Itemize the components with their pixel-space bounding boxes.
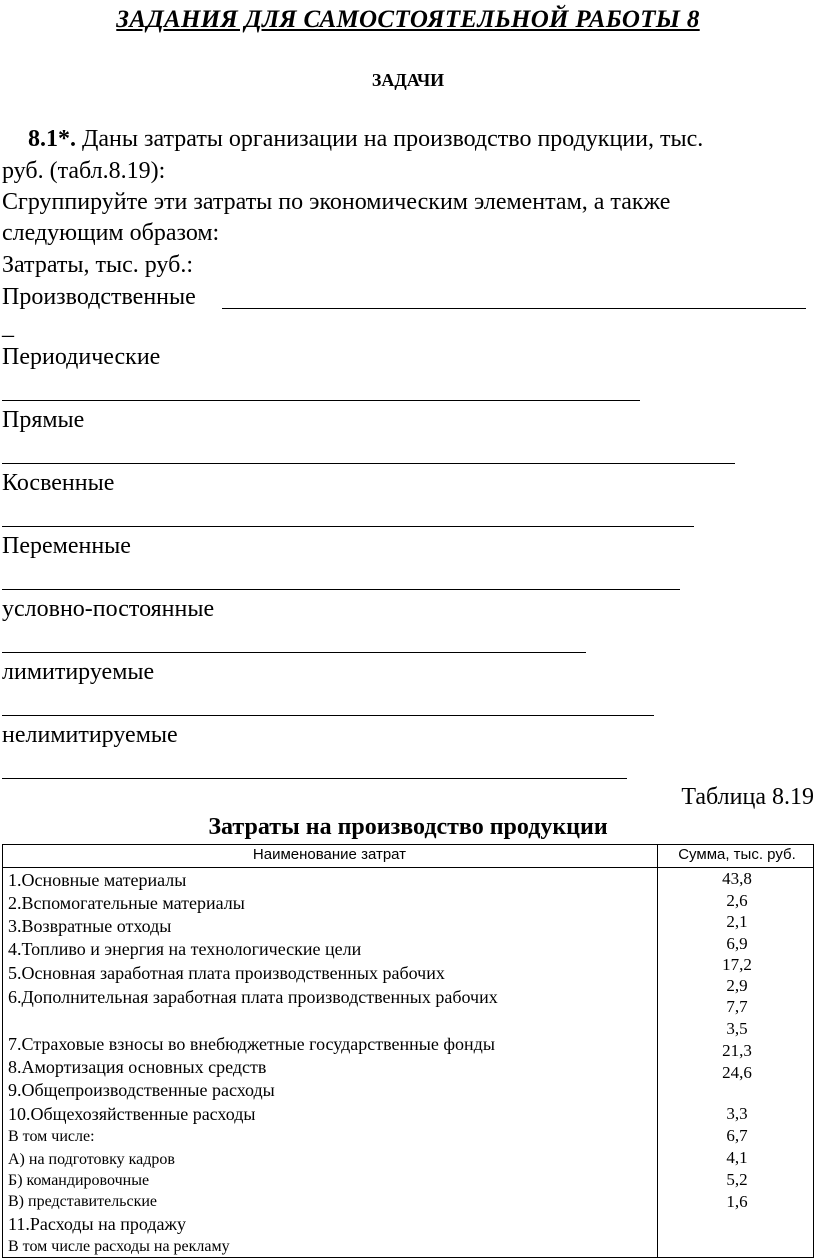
table-row-item: 5.Основная заработная плата производственных рабочих bbox=[8, 963, 445, 983]
table-row-item: 7.Страховые взносы во внебюджетные государственные фонды bbox=[8, 1034, 495, 1054]
table-caption: Таблица 8.19 bbox=[681, 784, 814, 810]
table-row-item: 10.Общехозяйственные расходы bbox=[8, 1104, 256, 1124]
section-subtitle: ЗАДАЧИ bbox=[371, 70, 445, 90]
task-intro-line bbox=[28, 124, 703, 154]
category-label-periodic: Периодические bbox=[2, 344, 161, 370]
table-value: 2,1 bbox=[726, 912, 748, 931]
table-row-item: Б) командировочные bbox=[8, 1172, 150, 1189]
table-row-item: 8.Амортизация основных средств bbox=[8, 1057, 267, 1077]
table-value: 7,7 bbox=[726, 997, 748, 1016]
table-value: 4,1 bbox=[726, 1148, 748, 1167]
table-value: 2,9 bbox=[726, 976, 748, 995]
table-row-item: 1.Основные материалы bbox=[8, 870, 187, 890]
category-label-semi-fixed: условно-постоянные bbox=[2, 596, 215, 622]
answer-line-indirect bbox=[2, 526, 694, 527]
answer-line-variable bbox=[2, 589, 680, 590]
table-row-item: В том числе: bbox=[8, 1128, 95, 1145]
answer-line-semi-fixed bbox=[2, 652, 586, 653]
table-value: 21,3 bbox=[722, 1041, 752, 1060]
category-label-direct: Прямые bbox=[2, 407, 85, 433]
category-label-continuation: _ bbox=[2, 314, 14, 340]
table-value: 43,8 bbox=[722, 869, 752, 888]
table-row-item: 2.Вспомогательные материалы bbox=[8, 893, 245, 913]
table-value: 6,7 bbox=[726, 1126, 748, 1145]
task-number: 8.1*. bbox=[28, 126, 76, 152]
table-value: 24,6 bbox=[722, 1063, 752, 1082]
table-value: 3,5 bbox=[726, 1019, 748, 1038]
table-row-item: А) на подготовку кадров bbox=[8, 1151, 175, 1168]
table-value: 6,9 bbox=[726, 934, 748, 953]
task-instruction-line-2: следующим образом: bbox=[2, 220, 220, 246]
table-value: 2,6 bbox=[726, 891, 748, 910]
answer-line-production bbox=[222, 308, 806, 309]
category-label-variable: Переменные bbox=[2, 533, 131, 559]
answer-line-unlimited bbox=[2, 778, 627, 779]
page-title: ЗАДАНИЯ ДЛЯ САМОСТОЯТЕЛЬНОЙ РАБОТЫ 8 bbox=[116, 6, 700, 33]
answer-line-limited bbox=[2, 715, 654, 716]
table-row-item: 4.Топливо и энергия на технологические цели bbox=[8, 939, 362, 959]
table-row-item: 3.Возвратные отходы bbox=[8, 916, 172, 936]
costs-label: Затраты, тыс. руб.: bbox=[2, 252, 193, 278]
table-value: 1,6 bbox=[726, 1192, 748, 1211]
table-header-amount: Сумма, тыс. руб. bbox=[678, 846, 796, 863]
answer-line-direct bbox=[2, 463, 735, 464]
table-row-item: В) представительские bbox=[8, 1193, 158, 1210]
table-header-divider bbox=[2, 867, 814, 868]
task-intro-line-2: руб. (табл.8.19): bbox=[2, 158, 166, 184]
task-instruction-line-1: Сгруппируйте эти затраты по экономическим элементам, а также bbox=[2, 189, 671, 215]
category-label-indirect: Косвенные bbox=[2, 470, 115, 496]
table-title: Затраты на производство продукции bbox=[208, 814, 608, 840]
table-row-item: 9.Общепроизводственные расходы bbox=[8, 1080, 275, 1100]
table-value: 3,3 bbox=[726, 1104, 748, 1123]
answer-line-periodic bbox=[2, 400, 640, 401]
category-label-limited: лимитируемые bbox=[2, 659, 155, 685]
table-row-item: В том числе расходы на рекламу bbox=[8, 1238, 230, 1255]
table-row-item: 6.Дополнительная заработная плата производственных рабочих bbox=[8, 987, 498, 1007]
table-value: 5,2 bbox=[726, 1170, 748, 1189]
task-intro-text: Даны затраты организации на производство продукции, тыс. bbox=[76, 126, 704, 152]
category-label-production: Производственные bbox=[2, 284, 196, 310]
table-row-item: 11.Расходы на продажу bbox=[8, 1214, 186, 1234]
category-label-unlimited: нелимитируемые bbox=[2, 722, 178, 748]
table-header-name: Наименование затрат bbox=[252, 846, 407, 863]
table-value: 17,2 bbox=[722, 955, 752, 974]
